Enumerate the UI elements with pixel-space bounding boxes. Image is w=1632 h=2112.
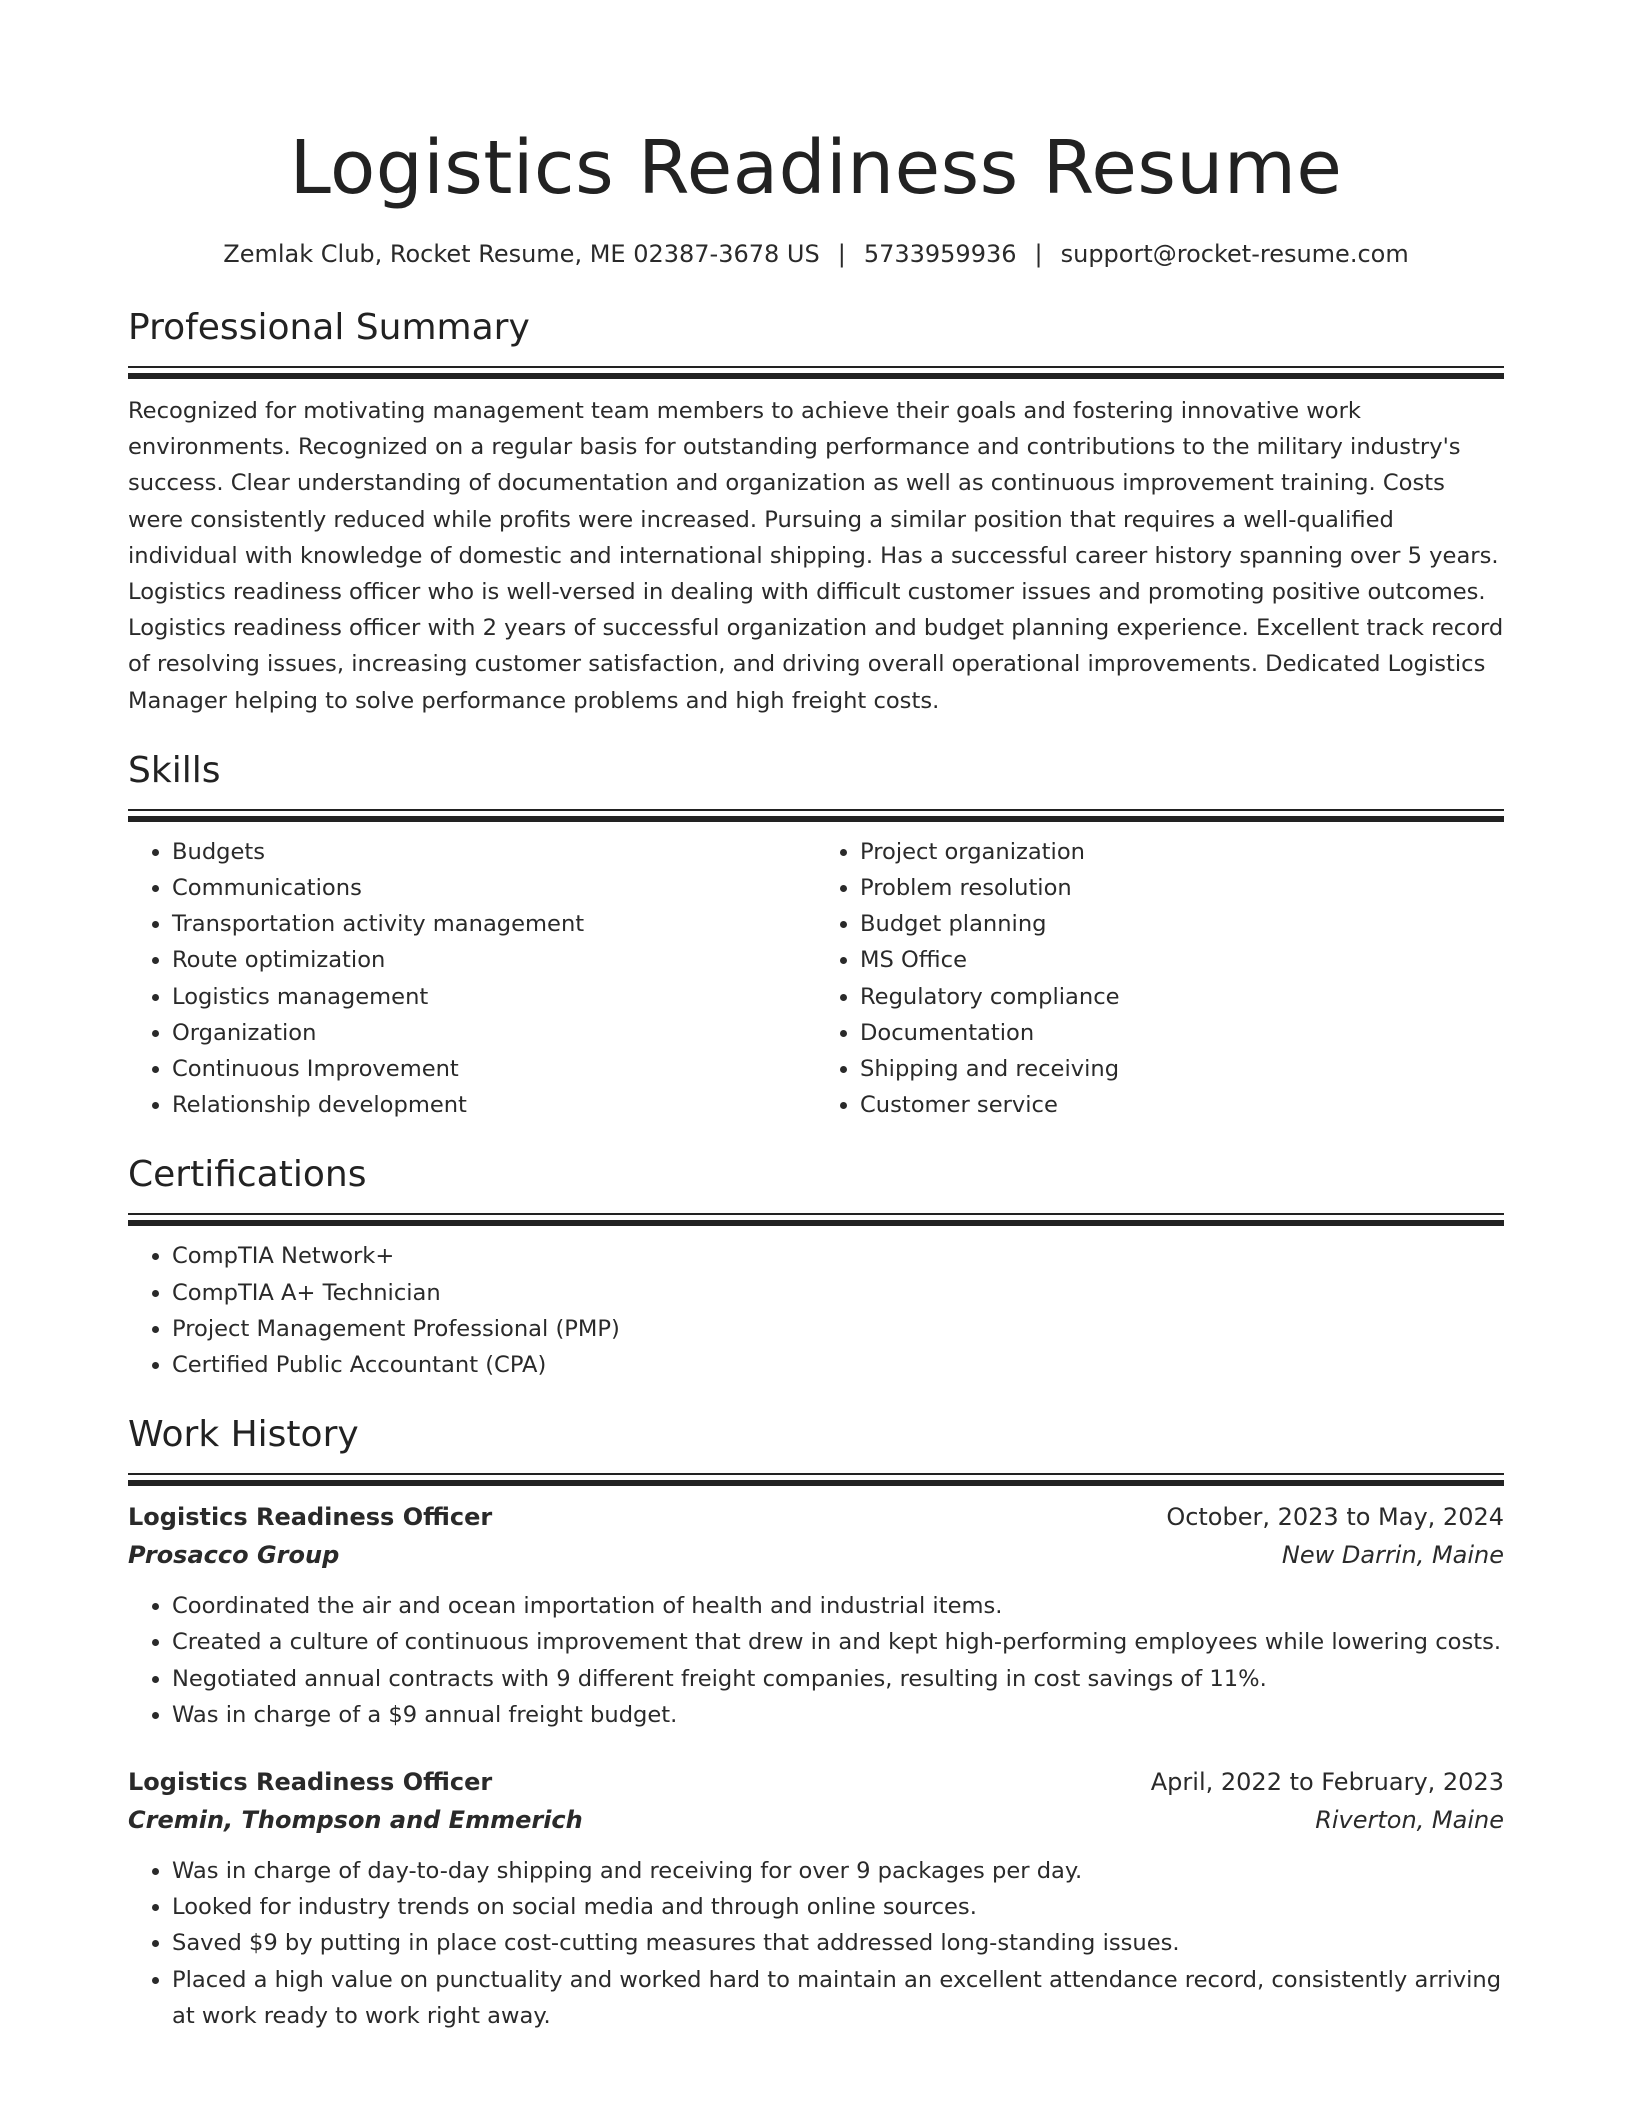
summary-text: Recognized for motivating management team members to achieve their goals and fostering innovative work environments. Recognized on a regular basis for outstanding performance and contributions to the military industry's success. Clear understanding of documentation and organization as well as continuous improvement training. Costs were consistently reduced while profits were increased. Pursuing a similar position that requires a well-qualified individual with knowledge of domestic and international shipping. Has a successful career history spanning over 5 years. Logistics readiness officer who is well-versed in dealing with difficult customer issues and promoting positive outcomes. Logistics readiness officer with 2 years of successful organization and budget planning experience. Excellent track record of resolving issues, increasing customer satisfaction, and driving overall operational improvements. Dedicated Logistics Manager helping to solve performance problems and high freight costs. <box>128 398 1504 714</box>
job-entry <box>128 1498 1504 1733</box>
job-bullet: • Saved $9 by putting in place cost-cutting measures that addressed long-standing issues. <box>172 1925 1504 1961</box>
section-divider <box>128 809 1504 822</box>
certifications-section <box>128 1151 1504 1383</box>
contact-email: support@rocket-resume.com <box>1060 240 1409 268</box>
job-title: Logistics Readiness Officer <box>128 1503 493 1532</box>
work-history-heading: Work History <box>128 1414 359 1456</box>
summary-heading: Professional Summary <box>128 307 530 348</box>
page-title: Logistics Readiness Resume <box>289 125 1343 211</box>
job-company: Cremin, Thompson and Emmerich <box>128 1806 583 1835</box>
job-dates: October, 2023 to May, 2024 <box>1166 1503 1504 1532</box>
skill-item: • MS Office <box>860 942 1504 978</box>
job-entry <box>128 1763 1504 2034</box>
work-history-section <box>128 1411 1504 2034</box>
skill-item: • Budget planning <box>860 906 1504 942</box>
job-header-row <box>128 1763 1504 1801</box>
summary-section <box>128 304 1504 719</box>
skills-list-right <box>816 834 1504 1124</box>
job-subheader-row <box>128 1536 1504 1574</box>
job-subheader-row <box>128 1801 1504 1839</box>
job-title: Logistics Readiness Officer <box>128 1768 493 1797</box>
contact-separator: | <box>837 240 846 268</box>
job-bullet: • Created a culture of continuous improvement that drew in and kept high-performing employees while lowering costs. <box>172 1624 1504 1660</box>
skill-item: • Relationship development <box>172 1087 816 1123</box>
job-bullet-list <box>128 1853 1504 2034</box>
skills-columns <box>128 822 1504 1124</box>
job-bullet: • Negotiated annual contracts with 9 different freight companies, resulting in cost savings of 11%. <box>172 1661 1504 1697</box>
skill-item: • Regulatory compliance <box>860 979 1504 1015</box>
skill-item: • Route optimization <box>172 942 816 978</box>
skill-item: • Problem resolution <box>860 870 1504 906</box>
skill-item: • Continuous Improvement <box>172 1051 816 1087</box>
skills-heading: Skills <box>128 749 221 791</box>
skills-section <box>128 747 1504 1124</box>
skill-item: • Documentation <box>860 1015 1504 1051</box>
contact-line <box>128 238 1504 270</box>
certification-item: • Certified Public Accountant (CPA) <box>172 1347 1504 1383</box>
skill-item: • Shipping and receiving <box>860 1051 1504 1087</box>
contact-phone: 5733959936 <box>863 240 1017 268</box>
job-bullet: • Was in charge of day-to-day shipping and receiving for over 9 packages per day. <box>172 1853 1504 1889</box>
section-divider <box>128 1213 1504 1226</box>
job-bullet: • Coordinated the air and ocean importation of health and industrial items. <box>172 1588 1504 1624</box>
skill-item: • Communications <box>172 870 816 906</box>
certifications-heading: Certifications <box>128 1154 367 1196</box>
contact-address: Zemlak Club, Rocket Resume, ME 02387-3678 US <box>223 240 820 268</box>
job-bullet: • Looked for industry trends on social media and through online sources. <box>172 1889 1504 1925</box>
skill-item: • Project organization <box>860 834 1504 870</box>
job-header-row <box>128 1498 1504 1536</box>
skill-item: • Customer service <box>860 1087 1504 1123</box>
skill-item: • Transportation activity management <box>172 906 816 942</box>
skills-list-left <box>128 834 816 1124</box>
certifications-list <box>128 1238 1504 1383</box>
job-bullet: • Placed a high value on punctuality and worked hard to maintain an excellent attendance record, consistently arriving at work ready to work right away. <box>172 1962 1504 2034</box>
job-bullet: • Was in charge of a $9 annual freight budget. <box>172 1697 1504 1733</box>
certification-item: • Project Management Professional (PMP) <box>172 1311 1504 1347</box>
job-dates: April, 2022 to February, 2023 <box>1150 1768 1504 1797</box>
job-location: Riverton, Maine <box>1315 1806 1504 1835</box>
skill-item: • Organization <box>172 1015 816 1051</box>
job-bullet-list <box>128 1588 1504 1733</box>
section-divider <box>128 366 1504 379</box>
section-divider <box>128 1473 1504 1486</box>
certification-item: • CompTIA Network+ <box>172 1238 1504 1274</box>
certification-item: • CompTIA A+ Technician <box>172 1275 1504 1311</box>
contact-separator: | <box>1034 240 1043 268</box>
job-company: Prosacco Group <box>128 1541 340 1570</box>
job-location: New Darrin, Maine <box>1281 1541 1504 1570</box>
skill-item: • Logistics management <box>172 979 816 1015</box>
skill-item: • Budgets <box>172 834 816 870</box>
